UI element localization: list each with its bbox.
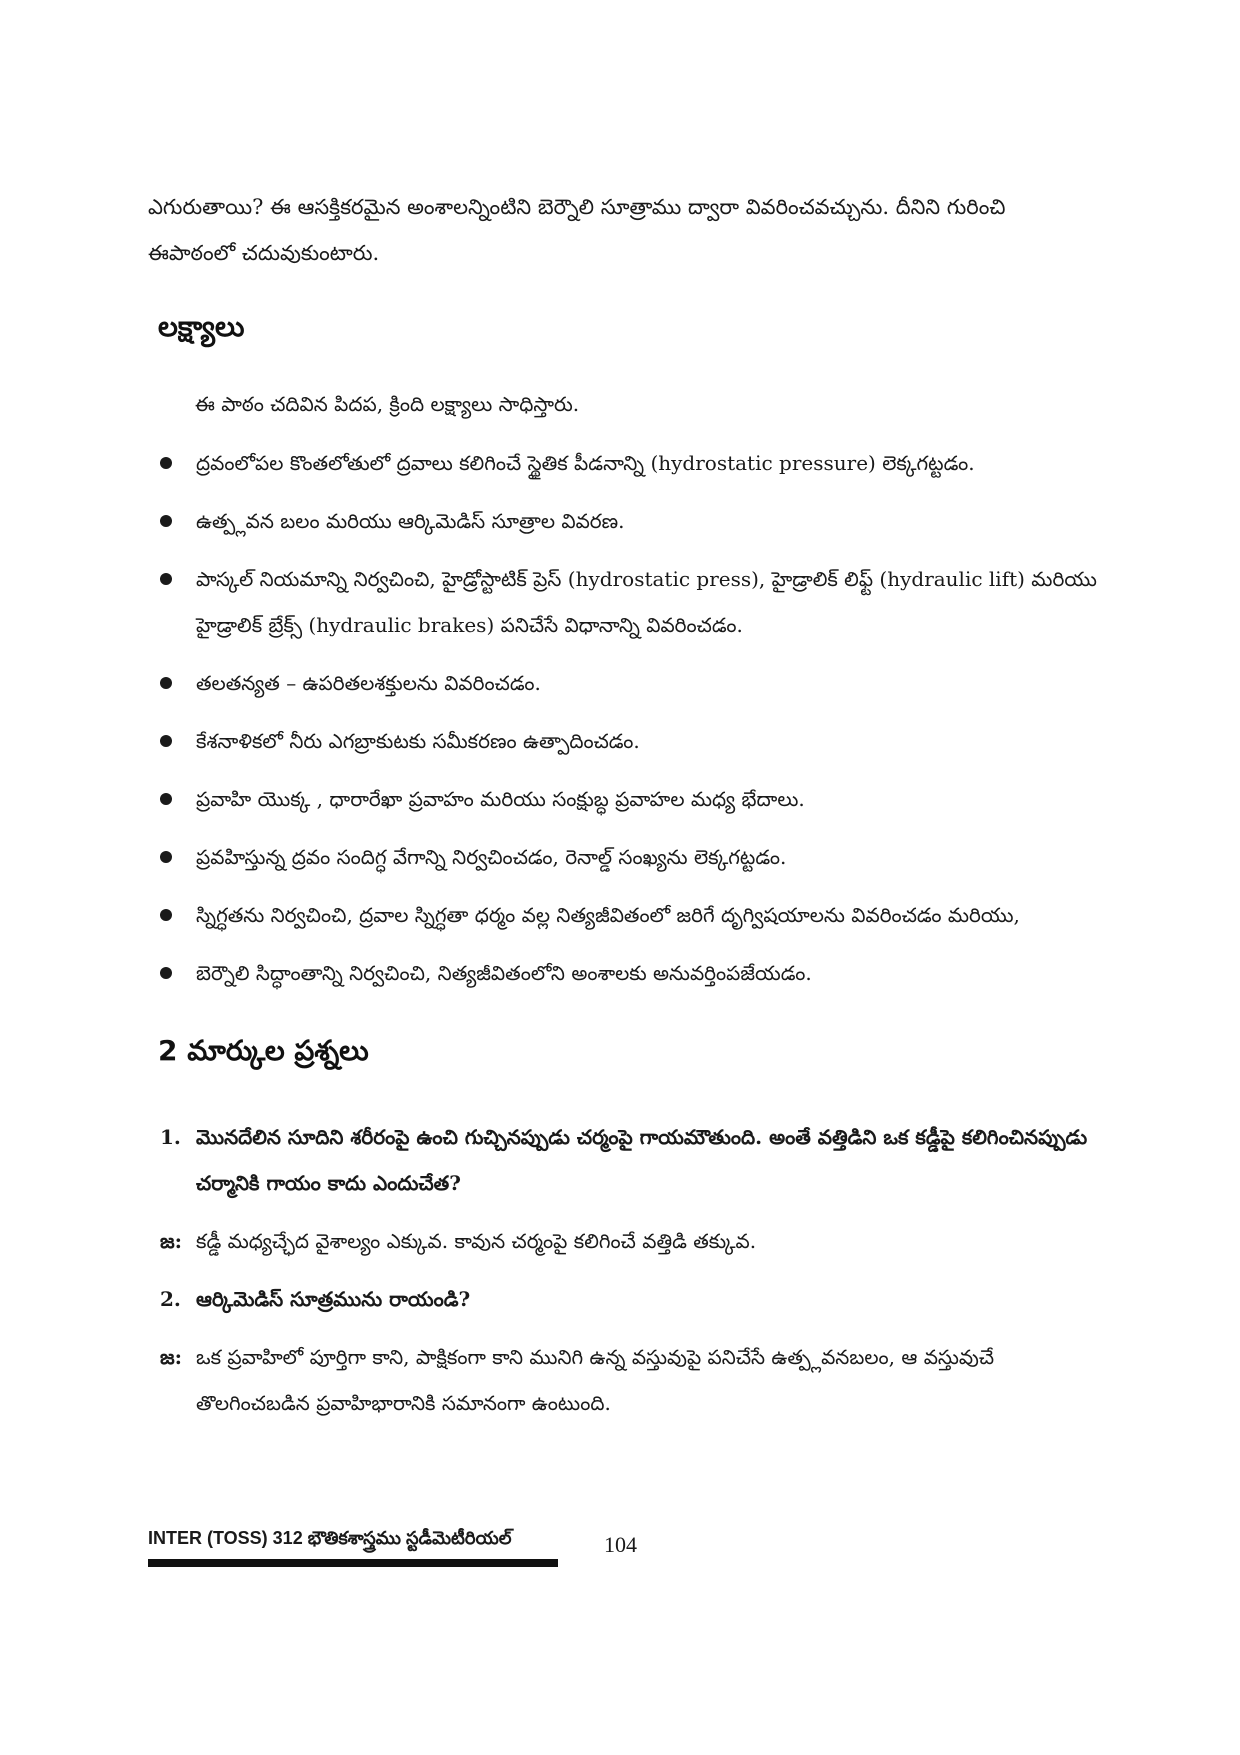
- objective-item: [160, 556, 1100, 648]
- objective-item: [160, 892, 1100, 938]
- objective-text: పాస్కల్ నియమాన్ని నిర్వచించి, హైడ్రోస్టాటిక్ ప్రెస్ (hydrostatic press), హైడ్రాలిక్ లిఫ్ట్ (hydraulic lift) మరియు హైడ్రాలిక్ బ్రేక్స్ (hydraulic brakes) పనిచేసే విధానాన్ని వివరించడం.: [196, 567, 1097, 637]
- intro-paragraph: ఎగురుతాయి? ఈ ఆసక్తికరమైన అంశాలన్నింటిని బెర్నౌలి సూత్రాము ద్వారా వివరించవచ్చును. దీనిని గురించి ఈపాఠంలో చదువుకుంటారు.: [148, 195, 1006, 265]
- question-number: 2.: [160, 1287, 181, 1311]
- answer-text: కడ్డీ మధ్యచ్ఛేద వైశాల్యం ఎక్కువ. కావున చర్మంపై కలిగించే వత్తిడి తక్కువ.: [196, 1229, 757, 1253]
- answer-marker: జ:: [160, 1345, 183, 1369]
- answer-2: [160, 1334, 1100, 1426]
- objective-text: కేశనాళికలో నీరు ఎగబ్రాకుటకు సమీకరణం ఉత్పాదించడం.: [196, 729, 640, 753]
- objectives-list: [160, 440, 1100, 1008]
- footer-rule: [148, 1559, 558, 1567]
- answer-marker: జ:: [160, 1229, 183, 1253]
- objective-item: [160, 776, 1100, 822]
- objective-text: ప్రవహిస్తున్న ద్రవం సందిగ్ధ వేగాన్ని నిర్వచించడం, రెనాల్డ్ సంఖ్యను లెక్కగట్టడం.: [196, 845, 787, 869]
- objective-item: [160, 834, 1100, 880]
- objective-item: [160, 718, 1100, 764]
- question-1: [160, 1114, 1100, 1206]
- objective-text: బెర్నౌలి సిద్ధాంతాన్ని నిర్వచించి, నిత్యజీవితంలోని అంశాలకు అనువర్తింపజేయడం.: [196, 961, 812, 985]
- objective-item: [160, 660, 1100, 706]
- page-footer: [148, 1528, 558, 1567]
- objectives-lead: ఈ పాఠం చదివిన పిదప, క్రింది లక్ష్యాలు సాధిస్తారు.: [195, 392, 580, 416]
- bullet-icon: [160, 967, 172, 979]
- objective-text: ద్రవంలోపల కొంతలోతులో ద్రవాలు కలిగించే స్థైతిక పీడనాన్ని (hydrostatic pressure) లెక్కగట్టడం.: [196, 451, 975, 475]
- bullet-icon: [160, 793, 172, 805]
- bullet-icon: [160, 735, 172, 747]
- objective-item: [160, 498, 1100, 544]
- question-text: మొనదేలిన సూదిని శరీరంపై ఉంచి గుచ్చినప్పుడు చర్మంపై గాయమౌతుంది. అంతే వత్తిడిని ఒక కడ్డీపై కలిగించినప్పుడు చర్మానికి గాయం కాదు ఎందుచేత?: [196, 1125, 1088, 1195]
- objective-text: స్నిగ్ధతను నిర్వచించి, ద్రవాల స్నిగ్ధతా ధర్మం వల్ల నిత్యజీవితంలో జరిగే దృగ్విషయాలను వివరించడం మరియు,: [196, 903, 1020, 927]
- question-2: [160, 1276, 1100, 1322]
- bullet-icon: [160, 851, 172, 863]
- bullet-icon: [160, 909, 172, 921]
- objectives-heading: లక్ష్యాలు: [158, 310, 245, 343]
- bullet-icon: [160, 573, 172, 585]
- objective-text: తలతన్యత – ఉపరితలశక్తులను వివరించడం.: [196, 671, 541, 695]
- questions-list: [160, 1114, 1100, 1438]
- bullet-icon: [160, 457, 172, 469]
- bullet-icon: [160, 515, 172, 527]
- answer-text: ఒక ప్రవాహిలో పూర్తిగా కాని, పాక్షికంగా కాని మునిగి ఉన్న వస్తువుపై పనిచేసే ఉత్ప్లవనబలం, ఆ వస్తువుచే తొలగించబడిన ప్రవాహిభారానికి సమానంగా ఉంటుంది.: [196, 1345, 995, 1415]
- question-number: 1.: [160, 1125, 181, 1149]
- questions-heading: 2 మార్కుల ప్రశ్నలు: [158, 1034, 369, 1067]
- question-text: ఆర్కిమెడిస్ సూత్రమును రాయండి?: [196, 1287, 471, 1311]
- objective-text: ప్రవాహి యొక్క , ధారారేఖా ప్రవాహం మరియు సంక్షుబ్ధ ప్రవాహల మధ్య భేదాలు.: [196, 787, 805, 811]
- bullet-icon: [160, 677, 172, 689]
- objective-item: [160, 440, 1100, 486]
- objective-item: [160, 950, 1100, 996]
- footer-title: INTER (TOSS) 312 భౌతికశాస్త్రము స్టడీమెటీరియల్: [148, 1528, 512, 1548]
- objective-text: ఉత్ప్లవన బలం మరియు ఆర్కిమెడిస్ సూత్రాల వివరణ.: [196, 509, 625, 533]
- page-number: 104: [604, 1532, 637, 1557]
- answer-1: [160, 1218, 1100, 1264]
